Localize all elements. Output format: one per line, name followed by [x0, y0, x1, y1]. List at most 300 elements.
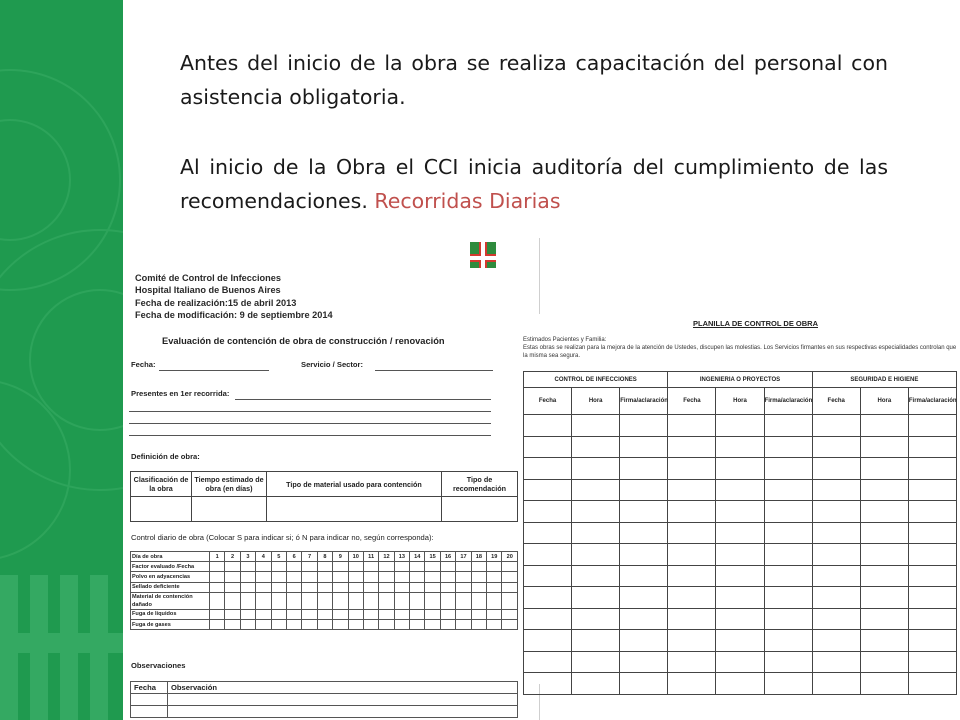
- table-cell: [302, 572, 317, 582]
- table-row: [524, 479, 957, 501]
- table-header-cell: 5: [271, 552, 286, 562]
- table-header-cell: 12: [379, 552, 394, 562]
- table-cell: [716, 415, 764, 437]
- table-cell: [348, 572, 363, 582]
- table-cell: [572, 630, 620, 652]
- table-cell: [716, 436, 764, 458]
- table-cell: [572, 522, 620, 544]
- table-cell: [764, 630, 812, 652]
- table-cell: [812, 651, 860, 673]
- table-cell: [425, 619, 440, 629]
- table-cell: [333, 609, 348, 619]
- table-header-cell: 15: [425, 552, 440, 562]
- table-cell: [333, 619, 348, 629]
- paragraph-audit-main: Al inicio de la Obra el CCI inicia auditoría del cumplimiento de las recomendaciones.: [180, 155, 888, 213]
- table-cell: [524, 673, 572, 695]
- table-header-cell: Día de obra: [131, 552, 210, 562]
- control-sheet-image: [518, 314, 960, 684]
- table-cell: [860, 436, 908, 458]
- table-cell: [908, 479, 956, 501]
- table-cell: [210, 562, 225, 572]
- daily-rounds-highlight: Recorridas Diarias: [374, 189, 561, 213]
- table-header-cell: 6: [286, 552, 301, 562]
- table-cell: [620, 479, 668, 501]
- table-cell: [764, 673, 812, 695]
- table-cell: [716, 479, 764, 501]
- table-header-cell: Firma/aclaración: [620, 388, 668, 415]
- table-cell: [471, 572, 486, 582]
- table-cell: [524, 458, 572, 480]
- table-cell: [317, 562, 332, 572]
- table-cell: [812, 630, 860, 652]
- table-cell: [764, 479, 812, 501]
- table-cell: [333, 592, 348, 609]
- table-cell: [286, 609, 301, 619]
- table-cell: [716, 544, 764, 566]
- table-cell: [487, 582, 502, 592]
- table-cell: [524, 415, 572, 437]
- table-cell: [502, 562, 518, 572]
- table-header-cell: Fecha: [131, 682, 168, 694]
- table-row: [131, 562, 518, 572]
- table-cell: [271, 582, 286, 592]
- table-cell: [668, 587, 716, 609]
- planilla-table: [523, 371, 957, 695]
- table-header-cell: 17: [456, 552, 471, 562]
- table-cell: [394, 572, 409, 582]
- table-group-header: SEGURIDAD E HIGIENE: [812, 372, 956, 388]
- planilla-intro: [523, 336, 959, 360]
- table-cell: [456, 562, 471, 572]
- table-cell: [286, 619, 301, 629]
- control-label: Control diario de obra (Colocar S para indicar si; ó N para indicar no, según corresponda):: [131, 533, 434, 542]
- form-header-line: Fecha de modificación: 9 de septiembre 2014: [135, 310, 333, 321]
- paragraph-audit: [180, 150, 888, 218]
- form-title: Evaluación de contención de obra de construcción / renovación: [162, 336, 445, 346]
- table-row: [524, 673, 957, 695]
- table-cell: [210, 582, 225, 592]
- table-cell: [764, 501, 812, 523]
- table-header-cell: Hora: [716, 388, 764, 415]
- table-header-cell: Observación: [168, 682, 518, 694]
- table-cell: [572, 544, 620, 566]
- sidebar-pattern: [0, 0, 123, 720]
- table-cell: [860, 651, 908, 673]
- table-header-cell: 4: [256, 552, 271, 562]
- table-cell: [908, 565, 956, 587]
- table-cell: [487, 619, 502, 629]
- table-header-cell: 11: [363, 552, 378, 562]
- table-cell: [240, 592, 255, 609]
- table-cell: [425, 609, 440, 619]
- table-row: [131, 682, 518, 694]
- table-cell: [410, 609, 425, 619]
- table-cell: [348, 609, 363, 619]
- table-row: [131, 619, 518, 629]
- table-header-cell: 10: [348, 552, 363, 562]
- table-cell: [716, 630, 764, 652]
- table-cell: [502, 609, 518, 619]
- table-cell: [860, 501, 908, 523]
- table-cell: [524, 608, 572, 630]
- table-header-cell: Hora: [860, 388, 908, 415]
- table-header-cell: 20: [502, 552, 518, 562]
- table-cell: [908, 651, 956, 673]
- table-cell: [440, 562, 455, 572]
- table-cell: [379, 619, 394, 629]
- table-cell: [471, 609, 486, 619]
- table-cell: [240, 619, 255, 629]
- form-header-line: Comité de Control de Infecciones: [135, 273, 281, 283]
- table-cell: [524, 630, 572, 652]
- presentes-line: [235, 399, 491, 400]
- table-cell: [225, 582, 240, 592]
- table-cell: [256, 619, 271, 629]
- table-cell: [286, 592, 301, 609]
- table-header-cell: Firma/aclaración: [764, 388, 812, 415]
- table-cell: [471, 582, 486, 592]
- table-header-cell: Fecha: [668, 388, 716, 415]
- table-cell: [620, 673, 668, 695]
- table-cell: [471, 562, 486, 572]
- table-header-cell: 9: [333, 552, 348, 562]
- table-cell: [764, 458, 812, 480]
- table-group-header: CONTROL DE INFECCIONES: [524, 372, 668, 388]
- table-cell: [860, 608, 908, 630]
- servicio-label: Servicio / Sector:: [301, 360, 364, 369]
- table-header-cell: Tiempo estimado de obra (en días): [192, 472, 267, 497]
- table-row: [131, 472, 518, 497]
- table-cell: [908, 436, 956, 458]
- table-cell: [333, 572, 348, 582]
- table-cell: [379, 562, 394, 572]
- table-row: [524, 608, 957, 630]
- table-row: [131, 552, 518, 562]
- table-cell: [572, 608, 620, 630]
- table-cell: [572, 501, 620, 523]
- table-header-cell: 18: [471, 552, 486, 562]
- table-cell: [456, 572, 471, 582]
- table-cell: [271, 572, 286, 582]
- servicio-line: [375, 370, 493, 371]
- table-cell: [502, 619, 518, 629]
- table-cell: [225, 572, 240, 582]
- table-cell: [240, 582, 255, 592]
- table-cell: [620, 651, 668, 673]
- table-cell: [225, 562, 240, 572]
- form-header-line: Fecha de realización:15 de abril 2013: [135, 297, 297, 308]
- table-cell: [410, 562, 425, 572]
- form-header: [135, 272, 333, 322]
- table-cell: [256, 572, 271, 582]
- table-cell: [716, 501, 764, 523]
- table-cell: [908, 630, 956, 652]
- table-header-cell: Firma/aclaración: [908, 388, 956, 415]
- table-cell: [456, 582, 471, 592]
- table-cell: [333, 562, 348, 572]
- table-cell: [620, 565, 668, 587]
- table-cell: [256, 609, 271, 619]
- table-row: [131, 694, 518, 706]
- table-cell: [908, 544, 956, 566]
- table-cell: [271, 562, 286, 572]
- table-cell: [860, 415, 908, 437]
- table-cell: [502, 592, 518, 609]
- table-cell: [524, 436, 572, 458]
- table-cell: [716, 565, 764, 587]
- table-row: [524, 458, 957, 480]
- table-cell: [764, 544, 812, 566]
- table-cell: [271, 609, 286, 619]
- table-cell: [348, 619, 363, 629]
- table-cell: [908, 522, 956, 544]
- table-cell: [379, 582, 394, 592]
- table-cell: [908, 608, 956, 630]
- table-cell: [764, 587, 812, 609]
- table-row: [131, 572, 518, 582]
- table-cell: [240, 609, 255, 619]
- table-cell: [256, 592, 271, 609]
- table-cell: [620, 544, 668, 566]
- table-cell: [456, 609, 471, 619]
- table-cell: [302, 619, 317, 629]
- table-cell: [620, 608, 668, 630]
- fecha-label: Fecha:: [131, 360, 156, 369]
- table-cell: [363, 609, 378, 619]
- table-cell: [440, 572, 455, 582]
- table-row: [131, 592, 518, 609]
- table-cell: [812, 415, 860, 437]
- table-cell: [317, 572, 332, 582]
- table-cell: [440, 619, 455, 629]
- table-header-cell: Hora: [572, 388, 620, 415]
- table-row: [524, 544, 957, 566]
- table-header-cell: 8: [317, 552, 332, 562]
- table-cell: [572, 651, 620, 673]
- definicion-label: Definición de obra:: [131, 452, 200, 461]
- table-header-cell: Clasificación de la obra: [131, 472, 192, 497]
- observaciones-table: [130, 681, 518, 718]
- table-cell: [225, 592, 240, 609]
- table-cell: [379, 572, 394, 582]
- table-cell: [256, 582, 271, 592]
- table-cell: [240, 562, 255, 572]
- paragraph-training: Antes del inicio de la obra se realiza capacitación del personal con asistencia obligatoria.: [180, 51, 888, 109]
- planilla-intro-line: Estas obras se realizan para la mejora de la atención de Ustedes, discupen las molestias. Los Servicios firmantes en sus respectivas especialidades controlan que la misma sea segura.: [523, 345, 957, 359]
- table-cell: [668, 522, 716, 544]
- table-header-cell: Tipo de recomendación: [442, 472, 518, 497]
- table-cell: [860, 630, 908, 652]
- table-cell: [363, 619, 378, 629]
- table-row: [524, 436, 957, 458]
- table-cell: [317, 582, 332, 592]
- table-cell: [620, 436, 668, 458]
- table-cell: [410, 592, 425, 609]
- table-cell: [572, 565, 620, 587]
- table-cell: [764, 565, 812, 587]
- table-cell: [456, 592, 471, 609]
- table-cell: [524, 651, 572, 673]
- table-cell: [572, 673, 620, 695]
- table-cell: [812, 608, 860, 630]
- table-cell: [908, 458, 956, 480]
- table-cell: [286, 562, 301, 572]
- table-cell: [572, 479, 620, 501]
- table-row: [131, 609, 518, 619]
- table-cell: [271, 592, 286, 609]
- table-cell: [410, 582, 425, 592]
- table-cell: [668, 501, 716, 523]
- table-cell: [860, 458, 908, 480]
- table-cell: [302, 562, 317, 572]
- table-cell: [668, 415, 716, 437]
- table-cell: [440, 582, 455, 592]
- table-cell: [860, 565, 908, 587]
- table-cell: [348, 582, 363, 592]
- table-cell: [317, 592, 332, 609]
- table-cell: [524, 501, 572, 523]
- table-cell: [764, 608, 812, 630]
- definicion-table: [130, 471, 518, 522]
- table-cell: [471, 592, 486, 609]
- table-cell: [363, 572, 378, 582]
- table-cell: [764, 651, 812, 673]
- table-header-cell: Fecha: [812, 388, 860, 415]
- table-cell: [908, 587, 956, 609]
- table-cell: [210, 609, 225, 619]
- table-cell: [379, 592, 394, 609]
- table-group-header: INGENIERIA O PROYECTOS: [668, 372, 812, 388]
- table-cell: [410, 572, 425, 582]
- table-cell: [456, 619, 471, 629]
- table-row: [524, 501, 957, 523]
- table-row: [131, 497, 518, 522]
- table-header-cell: 3: [240, 552, 255, 562]
- table-cell: [812, 522, 860, 544]
- table-cell: [210, 619, 225, 629]
- table-cell: [240, 572, 255, 582]
- table-cell: [425, 592, 440, 609]
- table-cell: [425, 562, 440, 572]
- table-cell: [812, 565, 860, 587]
- table-cell: [524, 522, 572, 544]
- table-cell: [425, 572, 440, 582]
- table-header-cell: 19: [487, 552, 502, 562]
- table-cell: [908, 415, 956, 437]
- table-cell: [333, 582, 348, 592]
- presentes-line: [129, 423, 491, 424]
- table-cell: [502, 582, 518, 592]
- table-cell: [812, 673, 860, 695]
- table-cell: [317, 619, 332, 629]
- table-cell: [440, 592, 455, 609]
- table-cell: [620, 415, 668, 437]
- table-header-cell: 2: [225, 552, 240, 562]
- table-cell: [908, 673, 956, 695]
- table-cell: [286, 572, 301, 582]
- table-cell: [764, 436, 812, 458]
- table-cell: [379, 609, 394, 619]
- table-cell: [860, 673, 908, 695]
- table-header-cell: 1: [210, 552, 225, 562]
- table-cell: [812, 479, 860, 501]
- table-cell: [487, 562, 502, 572]
- table-cell: [668, 458, 716, 480]
- table-cell: [572, 415, 620, 437]
- table-cell: [620, 587, 668, 609]
- table-header-cell: 13: [394, 552, 409, 562]
- table-row-label: Material de contención dañado: [131, 592, 210, 609]
- table-cell: [394, 619, 409, 629]
- table-cell: [302, 609, 317, 619]
- table-cell: [256, 562, 271, 572]
- table-cell: [860, 522, 908, 544]
- table-row: [131, 706, 518, 718]
- table-cell: [363, 592, 378, 609]
- table-cell: [764, 522, 812, 544]
- green-sidebar: [0, 0, 123, 720]
- table-cell: [502, 572, 518, 582]
- table-cell: [668, 608, 716, 630]
- observaciones-label: Observaciones: [131, 661, 186, 670]
- table-cell: [286, 582, 301, 592]
- table-row: [524, 565, 957, 587]
- fecha-line: [159, 370, 269, 371]
- table-cell: [363, 582, 378, 592]
- planilla-intro-line: Estimados Pacientes y Familia:: [523, 337, 607, 343]
- table-cell: [668, 479, 716, 501]
- table-cell: [668, 436, 716, 458]
- table-cell: [716, 651, 764, 673]
- table-cell: [812, 544, 860, 566]
- table-cell: [812, 458, 860, 480]
- table-row: [524, 522, 957, 544]
- table-cell: [225, 609, 240, 619]
- table-cell: [524, 544, 572, 566]
- table-cell: [668, 651, 716, 673]
- table-cell: [668, 544, 716, 566]
- table-header-cell: Fecha: [524, 388, 572, 415]
- table-cell: [524, 479, 572, 501]
- table-row: [524, 651, 957, 673]
- table-cell: [302, 592, 317, 609]
- table-row-label: Factor evaluado /Fecha: [131, 562, 210, 572]
- form-header-line: Hospital Italiano de Buenos Aires: [135, 285, 281, 296]
- table-cell: [471, 619, 486, 629]
- table-cell: [348, 592, 363, 609]
- table-cell: [487, 572, 502, 582]
- table-cell: [668, 565, 716, 587]
- table-header-cell: 14: [410, 552, 425, 562]
- table-cell: [210, 592, 225, 609]
- table-cell: [668, 673, 716, 695]
- table-cell: [394, 609, 409, 619]
- table-cell: [716, 458, 764, 480]
- table-cell: [487, 609, 502, 619]
- table-cell: [302, 582, 317, 592]
- table-cell: [572, 436, 620, 458]
- table-row-label: Fuga de gases: [131, 619, 210, 629]
- table-cell: [363, 562, 378, 572]
- table-cell: [620, 522, 668, 544]
- table-cell: [812, 436, 860, 458]
- table-cell: [410, 619, 425, 629]
- table-cell: [348, 562, 363, 572]
- table-cell: [394, 592, 409, 609]
- table-cell: [225, 619, 240, 629]
- table-row: [524, 587, 957, 609]
- table-cell: [620, 458, 668, 480]
